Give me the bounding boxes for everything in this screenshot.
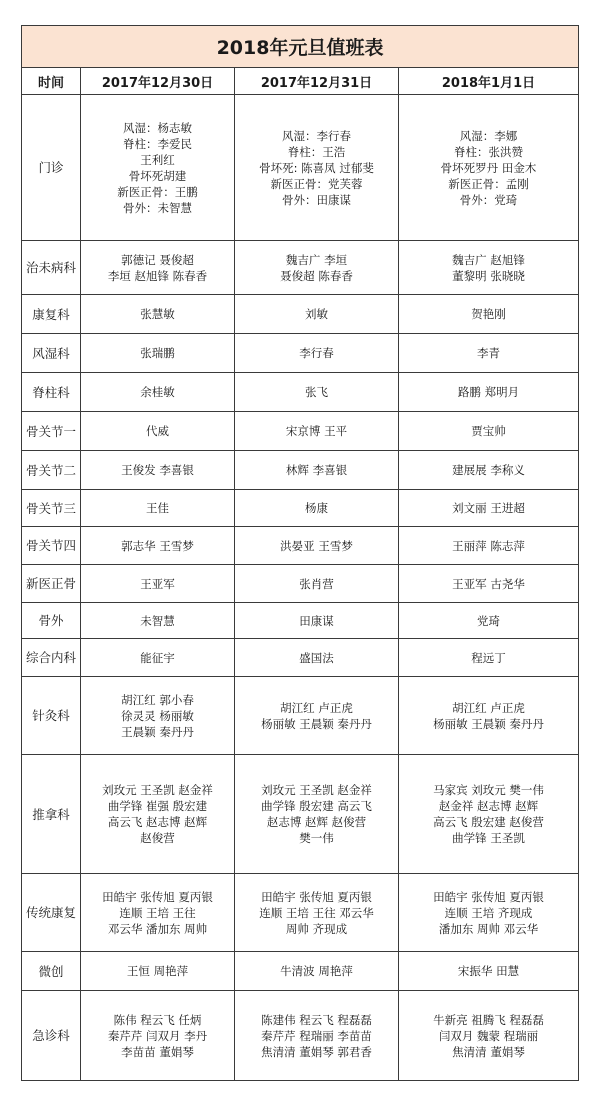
staff-line: 王晨颖 秦丹丹 bbox=[121, 724, 194, 739]
staff-cell-day-2 bbox=[235, 451, 399, 490]
table-row bbox=[22, 373, 579, 412]
header-date-1: 2017年12月30日 bbox=[81, 68, 235, 95]
staff-cell-day-3 bbox=[399, 991, 579, 1081]
staff-line: 魏吉广 赵旭锋 bbox=[452, 252, 525, 267]
staff-line: 贺艳刚 bbox=[471, 307, 506, 321]
staff-cell-day-1 bbox=[81, 451, 235, 490]
staff-line: 王利红 bbox=[140, 152, 175, 167]
staff-line: 未智慧 bbox=[140, 613, 175, 628]
staff-cell-day-2 bbox=[235, 991, 399, 1081]
staff-cell-day-2 bbox=[235, 603, 399, 639]
department-cell: 急诊科 bbox=[22, 991, 81, 1081]
staff-line: 贾宝帅 bbox=[471, 424, 506, 438]
staff-line: 王佳 bbox=[146, 501, 169, 515]
staff-line: 党琦 bbox=[477, 613, 500, 628]
staff-line: 曲学锋 王圣凯 bbox=[452, 831, 525, 845]
table-row bbox=[22, 952, 579, 991]
staff-line: 牛新亮 祖腾飞 程磊磊 bbox=[433, 1012, 544, 1027]
staff-line: 秦芹芹 程瑞丽 李苗苗 bbox=[261, 1028, 372, 1043]
department-cell: 骨关节一 bbox=[22, 412, 81, 451]
staff-cell-day-3 bbox=[399, 527, 579, 565]
staff-cell-day-3 bbox=[399, 490, 579, 527]
staff-line: 刘玫元 王圣凯 赵金祥 bbox=[102, 783, 213, 797]
staff-cell-day-3 bbox=[399, 755, 579, 874]
table-row bbox=[22, 527, 579, 565]
department-cell: 新医正骨 bbox=[22, 565, 81, 603]
department-cell: 门诊 bbox=[22, 95, 81, 241]
staff-cell-day-1 bbox=[81, 565, 235, 603]
staff-line: 董黎明 张晓晓 bbox=[452, 268, 525, 283]
staff-line: 路鹏 郑明月 bbox=[457, 385, 520, 399]
staff-line: 曲学锋 崔强 殷宏建 bbox=[107, 799, 208, 813]
duty-schedule-table bbox=[21, 25, 579, 1081]
staff-line: 郭志华 王雪梦 bbox=[121, 538, 194, 553]
staff-line: 骨外：党琦 bbox=[459, 192, 518, 207]
staff-line: 能征宇 bbox=[140, 650, 175, 665]
staff-cell-day-2 bbox=[235, 334, 399, 373]
staff-line: 周帅 齐现成 bbox=[285, 921, 348, 936]
department-cell: 治未病科 bbox=[22, 241, 81, 295]
staff-line: 王丽萍 陈志萍 bbox=[452, 538, 525, 553]
staff-cell-day-2 bbox=[235, 677, 399, 755]
staff-line: 代威 bbox=[146, 424, 169, 438]
staff-cell-day-3 bbox=[399, 603, 579, 639]
staff-cell-day-3 bbox=[399, 639, 579, 677]
staff-line: 曲学锋 殷宏建 高云飞 bbox=[261, 799, 372, 813]
staff-line: 田皓宇 张传旭 夏丙银 bbox=[433, 889, 544, 904]
staff-line: 赵志博 赵辉 赵俊营 bbox=[266, 815, 367, 829]
table-row bbox=[22, 874, 579, 952]
staff-line: 胡江红 卢正虎 bbox=[280, 700, 353, 715]
header-row bbox=[22, 68, 579, 95]
staff-cell-day-3 bbox=[399, 412, 579, 451]
staff-cell-day-1 bbox=[81, 412, 235, 451]
table-row bbox=[22, 295, 579, 334]
staff-cell-day-1 bbox=[81, 755, 235, 874]
staff-cell-day-2 bbox=[235, 241, 399, 295]
staff-cell-day-1 bbox=[81, 874, 235, 952]
staff-line: 杨丽敏 王晨颖 秦丹丹 bbox=[433, 716, 544, 731]
staff-cell-day-3 bbox=[399, 334, 579, 373]
staff-cell-day-3 bbox=[399, 952, 579, 991]
staff-line: 秦芹芹 闫双月 李丹 bbox=[107, 1028, 208, 1043]
staff-line: 骨外：田康谋 bbox=[282, 192, 351, 207]
staff-cell-day-3 bbox=[399, 95, 579, 241]
staff-line: 牛清波 周艳萍 bbox=[280, 964, 353, 978]
staff-cell-day-1 bbox=[81, 490, 235, 527]
staff-line: 骨坏死胡建 bbox=[128, 168, 187, 183]
staff-line: 李苗苗 董娟琴 bbox=[121, 1044, 194, 1059]
staff-line: 宋京博 王平 bbox=[285, 424, 348, 438]
table-row bbox=[22, 334, 579, 373]
staff-line: 闫双月 魏蒙 程瑞丽 bbox=[438, 1028, 539, 1043]
department-cell: 康复科 bbox=[22, 295, 81, 334]
staff-cell-day-1 bbox=[81, 952, 235, 991]
staff-line: 张瑞鹏 bbox=[140, 346, 175, 360]
table-row bbox=[22, 241, 579, 295]
staff-line: 王恒 周艳萍 bbox=[126, 964, 189, 978]
staff-line: 樊一伟 bbox=[299, 831, 334, 845]
staff-cell-day-1 bbox=[81, 373, 235, 412]
staff-line: 建展展 李称义 bbox=[452, 463, 525, 477]
staff-cell-day-3 bbox=[399, 565, 579, 603]
department-cell: 传统康复 bbox=[22, 874, 81, 952]
staff-line: 田康谋 bbox=[299, 613, 334, 628]
staff-cell-day-2 bbox=[235, 373, 399, 412]
staff-line: 盛国法 bbox=[299, 650, 334, 665]
header-time: 时间 bbox=[22, 68, 81, 95]
table-row bbox=[22, 639, 579, 677]
staff-line: 焦清清 董娟琴 bbox=[452, 1044, 525, 1059]
department-cell: 骨关节二 bbox=[22, 451, 81, 490]
staff-line: 风湿：杨志敏 bbox=[123, 120, 192, 135]
table-row bbox=[22, 412, 579, 451]
department-cell: 推拿科 bbox=[22, 755, 81, 874]
staff-line: 宋振华 田慧 bbox=[457, 964, 520, 978]
staff-line: 赵俊营 bbox=[140, 831, 175, 845]
department-cell: 微创 bbox=[22, 952, 81, 991]
table-row bbox=[22, 565, 579, 603]
table-row bbox=[22, 755, 579, 874]
staff-line: 连顺 王培 王往 bbox=[119, 905, 196, 920]
staff-line: 张慧敏 bbox=[140, 307, 175, 321]
table-row bbox=[22, 677, 579, 755]
staff-line: 张飞 bbox=[305, 385, 328, 399]
table-row bbox=[22, 95, 579, 241]
staff-line: 焦清清 董娟琴 郭君香 bbox=[261, 1044, 372, 1059]
staff-cell-day-1 bbox=[81, 991, 235, 1081]
table-row bbox=[22, 451, 579, 490]
staff-line: 连顺 王培 王往 邓云华 bbox=[259, 905, 374, 920]
staff-cell-day-2 bbox=[235, 639, 399, 677]
staff-cell-day-2 bbox=[235, 412, 399, 451]
staff-line: 骨外：未智慧 bbox=[123, 200, 192, 215]
staff-line: 林辉 李喜银 bbox=[285, 463, 348, 477]
staff-line: 田皓宇 张传旭 夏丙银 bbox=[102, 889, 213, 904]
staff-cell-day-1 bbox=[81, 334, 235, 373]
staff-cell-day-1 bbox=[81, 677, 235, 755]
staff-cell-day-3 bbox=[399, 874, 579, 952]
staff-line: 洪晏亚 王雪梦 bbox=[280, 538, 353, 553]
staff-cell-day-2 bbox=[235, 527, 399, 565]
staff-line: 王俊发 李喜银 bbox=[121, 463, 194, 477]
staff-line: 杨康 bbox=[305, 501, 328, 515]
staff-line: 高云飞 赵志博 赵辉 bbox=[107, 815, 208, 829]
staff-line: 刘敏 bbox=[305, 307, 328, 321]
department-cell: 骨关节四 bbox=[22, 527, 81, 565]
staff-cell-day-2 bbox=[235, 95, 399, 241]
staff-line: 张肖营 bbox=[299, 576, 334, 591]
staff-line: 脊柱：李爱民 bbox=[123, 136, 192, 151]
staff-line: 连顺 王培 齐现成 bbox=[444, 905, 533, 920]
staff-cell-day-3 bbox=[399, 373, 579, 412]
staff-cell-day-1 bbox=[81, 603, 235, 639]
staff-cell-day-2 bbox=[235, 874, 399, 952]
staff-cell-day-2 bbox=[235, 952, 399, 991]
staff-cell-day-1 bbox=[81, 95, 235, 241]
staff-cell-day-2 bbox=[235, 755, 399, 874]
staff-line: 陈伟 程云飞 任炳 bbox=[113, 1012, 202, 1027]
staff-line: 陈建伟 程云飞 程磊磊 bbox=[261, 1012, 372, 1027]
staff-line: 骨坏死罗丹 田金木 bbox=[440, 160, 537, 175]
staff-line: 徐灵灵 杨丽敏 bbox=[121, 708, 194, 723]
table-row bbox=[22, 490, 579, 527]
header-date-3: 2018年1月1日 bbox=[399, 68, 579, 95]
staff-line: 杨丽敏 王晨颖 秦丹丹 bbox=[261, 716, 372, 731]
staff-line: 胡江红 郭小春 bbox=[121, 692, 194, 707]
staff-cell-day-1 bbox=[81, 639, 235, 677]
staff-line: 胡江红 卢正虎 bbox=[452, 700, 525, 715]
department-cell: 脊柱科 bbox=[22, 373, 81, 412]
staff-cell-day-2 bbox=[235, 490, 399, 527]
staff-line: 程远丁 bbox=[471, 650, 506, 665]
staff-line: 聂俊超 陈春香 bbox=[280, 268, 353, 283]
staff-line: 刘文丽 王进超 bbox=[452, 501, 525, 515]
staff-cell-day-3 bbox=[399, 451, 579, 490]
table-row bbox=[22, 991, 579, 1081]
staff-line: 风湿：李娜 bbox=[459, 128, 518, 143]
header-date-2: 2017年12月31日 bbox=[235, 68, 399, 95]
staff-line: 骨坏死: 陈喜凤 过郁斐 bbox=[259, 160, 374, 175]
department-cell: 骨外 bbox=[22, 603, 81, 639]
staff-line: 李行春 bbox=[299, 346, 334, 360]
staff-cell-day-2 bbox=[235, 565, 399, 603]
staff-line: 邓云华 潘加东 周帅 bbox=[107, 921, 208, 936]
staff-cell-day-1 bbox=[81, 241, 235, 295]
staff-line: 王亚军 古尧华 bbox=[452, 576, 525, 591]
department-cell: 骨关节三 bbox=[22, 490, 81, 527]
department-cell: 风湿科 bbox=[22, 334, 81, 373]
staff-line: 王亚军 bbox=[140, 576, 175, 591]
staff-cell-day-3 bbox=[399, 677, 579, 755]
staff-line: 魏吉广 李垣 bbox=[285, 252, 348, 267]
staff-line: 新医正骨：王鹏 bbox=[117, 184, 198, 199]
staff-line: 田皓宇 张传旭 夏丙银 bbox=[261, 889, 372, 904]
staff-line: 李青 bbox=[477, 346, 500, 360]
staff-line: 赵金祥 赵志博 赵辉 bbox=[438, 799, 539, 813]
staff-line: 高云飞 殷宏建 赵俊营 bbox=[433, 815, 544, 829]
staff-line: 马家宾 刘玫元 樊一伟 bbox=[433, 783, 544, 797]
table-title: 2018年元旦值班表 bbox=[22, 26, 579, 68]
staff-line: 余桂敏 bbox=[140, 385, 175, 399]
staff-line: 风湿：李行春 bbox=[282, 128, 351, 143]
staff-line: 新医正骨：党芙蓉 bbox=[270, 176, 363, 191]
staff-cell-day-1 bbox=[81, 295, 235, 334]
staff-line: 潘加东 周帅 邓云华 bbox=[438, 921, 539, 936]
staff-cell-day-3 bbox=[399, 295, 579, 334]
staff-cell-day-1 bbox=[81, 527, 235, 565]
staff-line: 新医正骨：孟刚 bbox=[448, 176, 529, 191]
staff-line: 李垣 赵旭锋 陈春香 bbox=[107, 268, 208, 283]
staff-line: 郭德记 聂俊超 bbox=[121, 252, 194, 267]
staff-cell-day-2 bbox=[235, 295, 399, 334]
table-row bbox=[22, 603, 579, 639]
staff-line: 脊柱：张洪赞 bbox=[454, 144, 523, 159]
staff-line: 刘玫元 王圣凯 赵金祥 bbox=[261, 783, 372, 797]
department-cell: 综合内科 bbox=[22, 639, 81, 677]
staff-cell-day-3 bbox=[399, 241, 579, 295]
department-cell: 针灸科 bbox=[22, 677, 81, 755]
staff-line: 脊柱：王浩 bbox=[287, 144, 346, 159]
